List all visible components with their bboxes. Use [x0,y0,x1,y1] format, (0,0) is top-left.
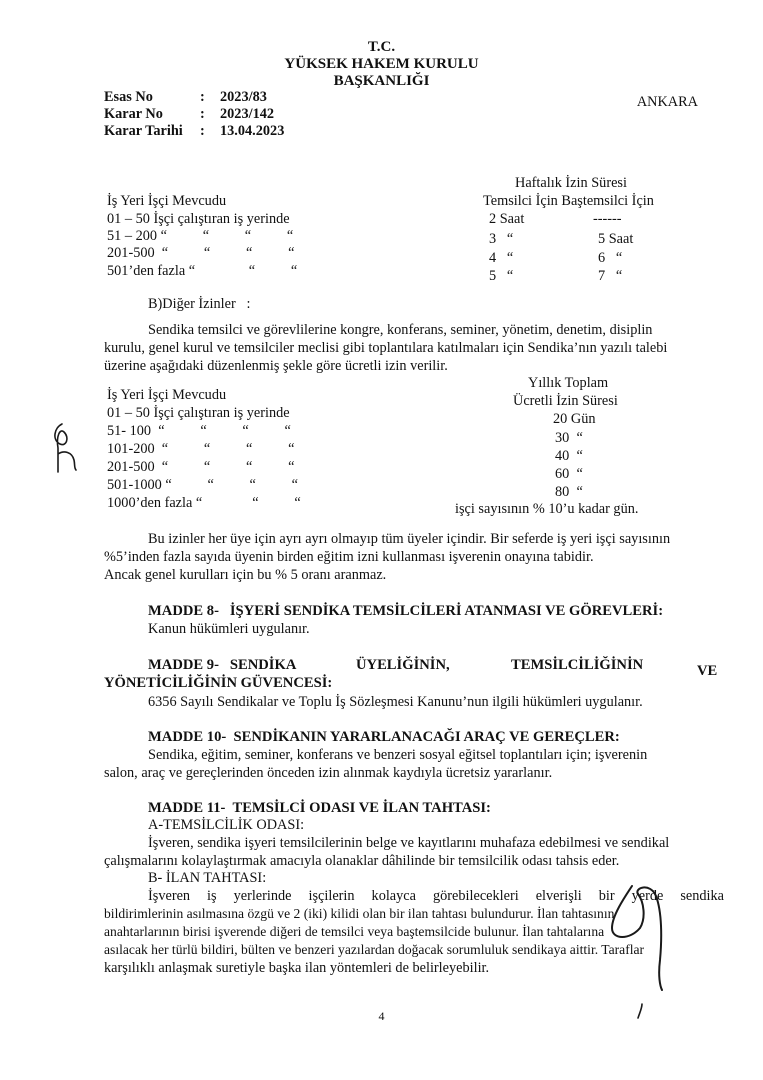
header-institution: YÜKSEK HAKEM KURULU [284,56,479,72]
article-10-body-line: Sendika, eğitim, seminer, konferans ve benzeri sosyal eğitsel toplantıları için; işverenin [148,747,648,763]
header-presidency: BAŞKANLIĞI [333,73,430,89]
weekly-row-temsilci: 3 “ [489,231,514,247]
weekly-row-bastemsilci: ------ [593,211,622,227]
annual-row-left: 01 – 50 İşçi çalıştıran iş yerinde [107,405,290,421]
article-8-title: MADDE 8- İŞYERİ SENDİKA TEMSİLCİLERİ ATANMASI VE GÖREVLERİ: [148,603,664,619]
annual-left-header: İş Yeri İşçi Mevcudu [107,387,227,403]
annual-row-right: 80 “ [555,484,583,500]
weekly-row-left: 501’den fazla “ “ “ [107,263,298,279]
other-para-line: üzerine aşağıdaki düzenlenmiş şekle göre ücretli izin verilir. [104,358,448,374]
weekly-row-temsilci: 4 “ [489,250,514,266]
annual-row-left: 201-500 “ “ “ “ [107,459,295,475]
article-9-title-line2: YÖNETİCİLİĞİNİN GÜVENCESİ: [104,675,333,691]
weekly-left-header: İş Yeri İşçi Mevcudu [107,193,227,209]
handwritten-initial-signature [40,418,90,478]
meta-label-karar: Karar No [104,106,163,122]
article-11-a-line: İşveren, sendika işyeri temsilcilerinin belge ve kayıtlarını muhafaza edebilmesi ve sendikal [148,835,670,851]
meta-value-esas: 2023/83 [220,89,267,105]
article-11-b-line: bildirimlerinin asılmasına özgü ve 2 (iki) kilidi olan bir ilan tahtası bulundurur. İlan tahtasının [104,906,615,921]
weekly-row-left: 01 – 50 İşçi çalıştıran iş yerinde [107,211,290,227]
article-11-b-line: asılacak her türlü bildiri, bülten ve benzeri yazılardan doğacak sorumluluk sendikaya aittir. Taraflar [104,942,645,957]
meta-sep: : [200,123,205,139]
weekly-row-left: 201-500 “ “ “ “ [107,245,295,261]
annual-row-right: işçi sayısının % 10’u kadar gün. [455,501,639,517]
article-11-a-heading: A-TEMSİLCİLİK ODASI: [148,817,305,833]
article-10-body-line: salon, araç ve gereçlerinden önceden izin alınmak kaydıyla ücretsiz yararlanır. [104,765,553,781]
weekly-right-header-2: Temsilci İçin Baştemsilci İçin [483,193,654,209]
annual-right-header-2: Ücretli İzin Süresi [513,393,618,409]
annual-row-right: 30 “ [555,430,583,446]
meta-sep: : [200,106,205,122]
note-line: Bu izinler her üye için ayrı ayrı olmayıp tüm üyeler içindir. Bir seferde iş yeri işçi sayısının [148,531,671,547]
weekly-row-temsilci: 5 “ [489,268,514,284]
note-line: Ancak genel kurulları için bu % 5 oranı aranmaz. [104,567,387,583]
weekly-row-left: 51 – 200 “ “ “ “ [107,228,294,244]
article-11-a-line: çalışmalarını kolaylaştırmak amacıyla olanaklar dâhilinde bir temsilcilik odası tahsis eder. [104,853,620,869]
weekly-row-bastemsilci: 6 “ [598,250,623,266]
header-city: ANKARA [636,94,698,110]
other-para-line: kurulu, genel kurul ve temsilciler meclisi gibi toplantılara katılmaları için Sendika’nın yazılı talebi [104,340,668,356]
article-11-b-line: anahtarlarının birisi işverende diğeri de temsilci veya baştemsilcide bulunur. İlan tahtalarına [104,924,605,939]
annual-row-left: 51- 100 “ “ “ “ [107,423,291,439]
handwritten-signature [590,868,680,1018]
article-11-title: MADDE 11- TEMSİLCİ ODASI VE İLAN TAHTASI: [148,800,491,816]
annual-row-left: 101-200 “ “ “ “ [107,441,295,457]
article-9-body: 6356 Sayılı Sendikalar ve Toplu İş Sözleşmesi Kanunu’nun ilgili hükümleri uygulanır. [148,694,643,710]
annual-row-left: 1000’den fazla “ “ “ [107,495,301,511]
weekly-row-bastemsilci: 7 “ [598,268,623,284]
article-8-body: Kanun hükümleri uygulanır. [148,621,310,637]
page-number: 4 [378,1009,385,1023]
weekly-right-header-1: Haftalık İzin Süresi [515,175,627,191]
other-leaves-heading: B)Diğer İzinler : [148,296,251,312]
note-line: %5’inden fazla sayıda üyenin birden eğitim izni kullanması işverenin onayına tabidir. [104,549,594,565]
meta-value-tarih: 13.04.2023 [220,123,285,139]
article-11-b-line: karşılıklı anlaşmak suretiyle başka ilan yöntemleri de belirleyebilir. [104,960,490,976]
annual-row-right: 20 Gün [553,411,596,427]
article-9-title-part: ÜYELİĞİNİN, [356,657,450,673]
article-9-title-part: MADDE 9- SENDİKA [148,657,297,673]
meta-sep: : [200,89,205,105]
annual-row-left: 501-1000 “ “ “ “ [107,477,298,493]
article-11-b-heading: B- İLAN TAHTASI: [148,870,267,886]
annual-row-right: 60 “ [555,466,583,482]
header-tc: T.C. [367,39,396,55]
annual-right-header-1: Yıllık Toplam [528,375,609,391]
article-10-title: MADDE 10- SENDİKANIN YARARLANACAĞI ARAÇ VE GEREÇLER: [148,729,620,745]
other-para-line: Sendika temsilci ve görevlilerine kongre, konferans, seminer, yönetim, denetim, disiplin [148,322,653,338]
weekly-row-temsilci: 2 Saat [489,211,525,227]
meta-label-esas: Esas No [104,89,153,105]
annual-row-right: 40 “ [555,448,583,464]
meta-value-karar: 2023/142 [220,106,275,122]
weekly-row-bastemsilci: 5 Saat [598,231,634,247]
article-9-title-part: VE [697,663,718,679]
article-11-b-line: İşveren iş yerlerinde işçilerin kolayca görebilecekleri elverişli bir yerde sendika [148,888,724,904]
article-9-title-part: TEMSİLCİLİĞİNİN [511,657,644,673]
meta-label-tarih: Karar Tarihi [104,123,183,139]
